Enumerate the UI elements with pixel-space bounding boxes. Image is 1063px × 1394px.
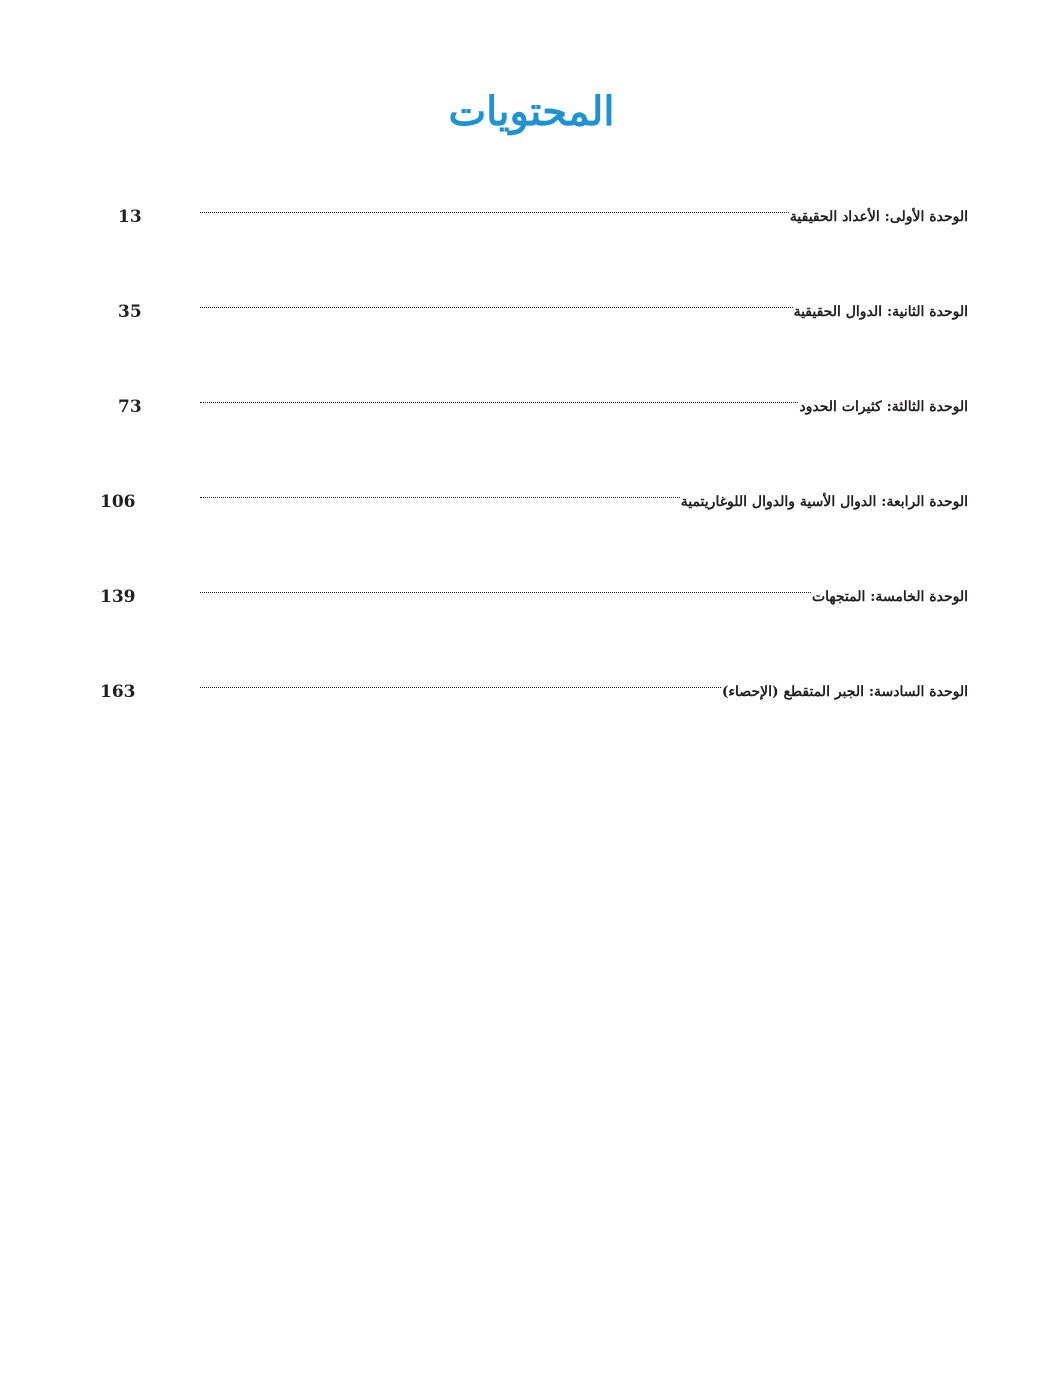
dot-leader — [200, 495, 680, 498]
toc-page-number: 163 — [100, 682, 136, 702]
toc-row-unit-4[interactable] — [0, 487, 1063, 517]
toc-page-number: 106 — [100, 492, 136, 512]
toc-entry — [200, 582, 968, 612]
toc-entry — [200, 392, 968, 422]
toc-entry — [200, 677, 968, 707]
toc-label: الوحدة الثالثة: كثيرات الحدود — [799, 399, 968, 415]
dot-leader — [200, 685, 721, 688]
toc-page-number: 73 — [118, 397, 142, 417]
toc-label: الوحدة الثانية: الدوال الحقيقية — [793, 304, 968, 320]
toc-row-unit-1[interactable] — [0, 202, 1063, 232]
toc-page-number: 13 — [118, 207, 142, 227]
toc-row-unit-5[interactable] — [0, 582, 1063, 612]
toc-row-unit-2[interactable] — [0, 297, 1063, 327]
page-title: المحتويات — [448, 88, 615, 135]
toc-label: الوحدة الرابعة: الدوال الأسية والدوال اللوغاريتمية — [680, 494, 968, 510]
toc-entry — [200, 297, 968, 327]
toc-label: الوحدة الخامسة: المتجهات — [811, 589, 968, 605]
toc-label: الوحدة السادسة: الجبر المتقطع (الإحصاء) — [721, 684, 968, 700]
dot-leader — [200, 590, 811, 593]
toc-label: الوحدة الأولى: الأعداد الحقيقية — [789, 209, 968, 225]
dot-leader — [200, 210, 789, 213]
toc-entry — [200, 487, 968, 517]
toc-row-unit-3[interactable] — [0, 392, 1063, 422]
dot-leader — [200, 400, 798, 403]
toc-page-number: 139 — [100, 587, 136, 607]
dot-leader — [200, 305, 793, 308]
toc-row-unit-6[interactable] — [0, 677, 1063, 707]
toc-entry — [200, 202, 968, 232]
toc-page-number: 35 — [118, 302, 142, 322]
